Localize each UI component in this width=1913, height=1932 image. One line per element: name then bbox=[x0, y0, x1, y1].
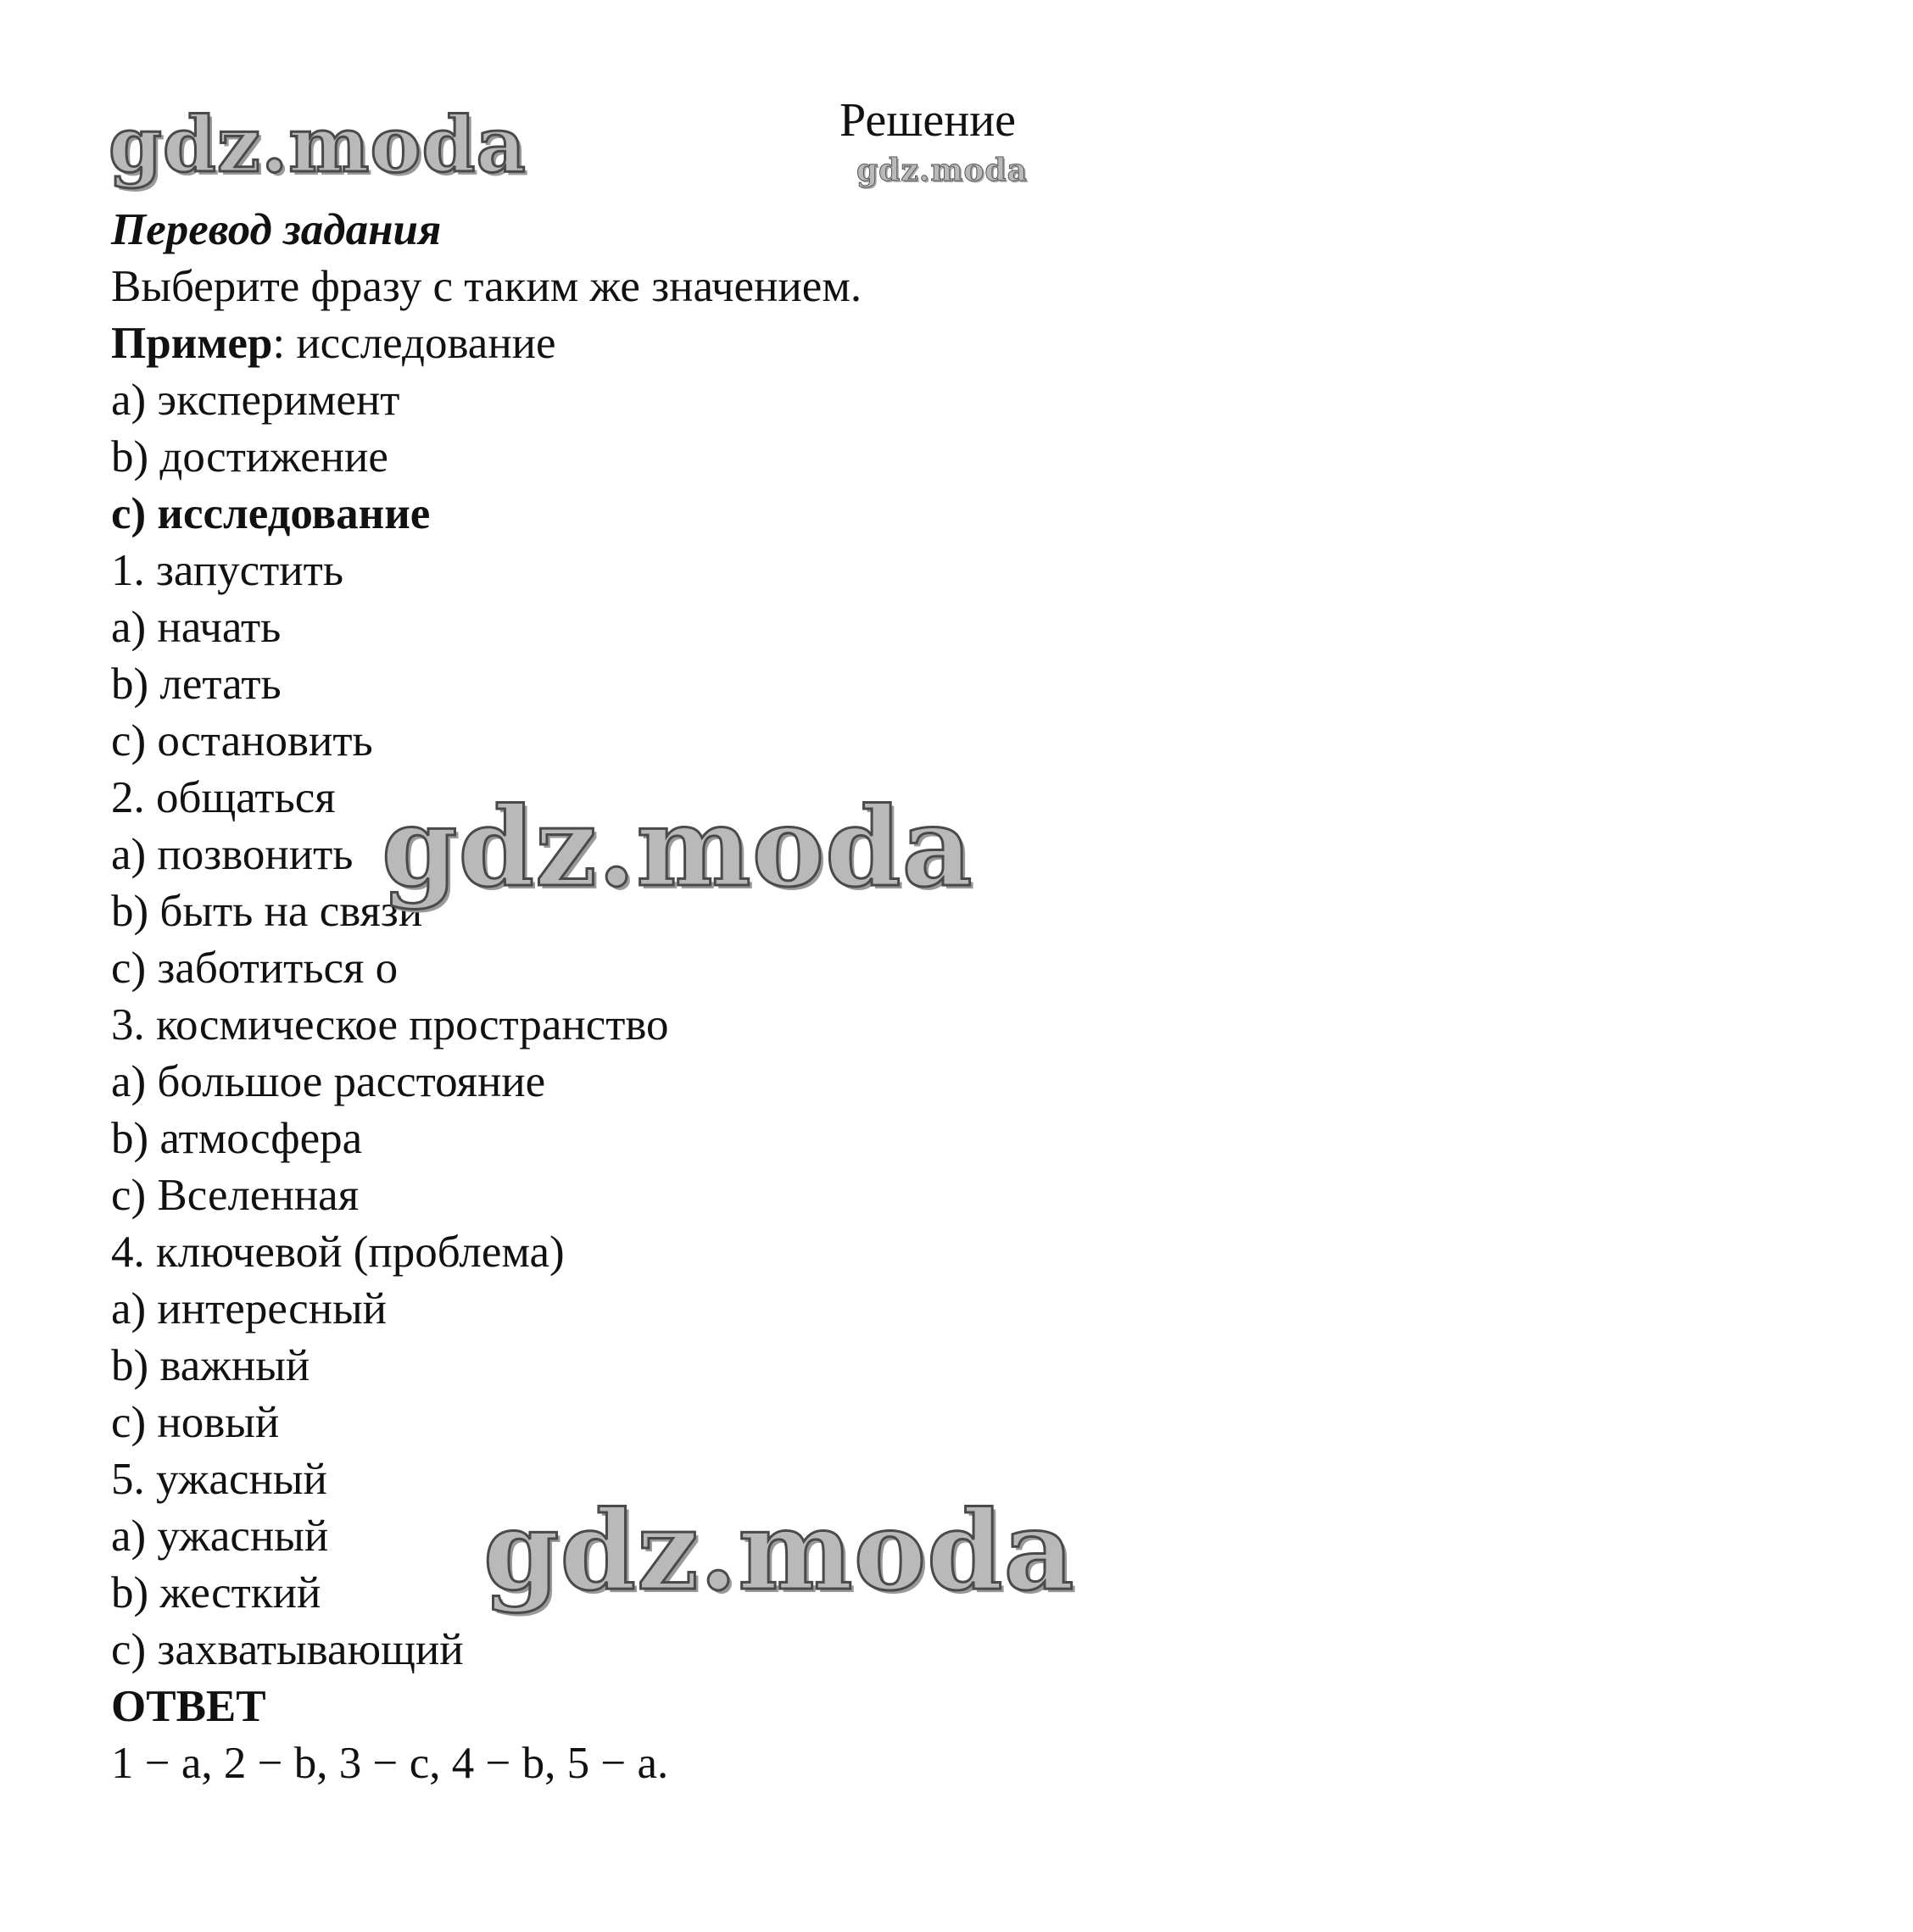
question-option: а) начать bbox=[111, 603, 282, 652]
question-option: b) жесткий bbox=[111, 1568, 321, 1617]
task-instruction: Выберите фразу с таким же значением. bbox=[111, 262, 862, 311]
answer-text: 1 − a, 2 − b, 3 − c, 4 − b, 5 − a. bbox=[111, 1739, 669, 1788]
task-heading: Перевод задания bbox=[111, 205, 442, 254]
question-option: а) позвонить bbox=[111, 830, 354, 879]
question-prompt: 2. общаться bbox=[111, 773, 336, 822]
question-prompt: 3. космическое пространство bbox=[111, 1000, 669, 1050]
question-option: с) новый bbox=[111, 1398, 280, 1447]
example-line bbox=[111, 315, 1383, 372]
question-prompt: 4. ключевой (проблема) bbox=[111, 1228, 565, 1277]
watermark-logo-bottom: gdz.moda bbox=[483, 1488, 1075, 1615]
question-prompt: 5. ужасный bbox=[111, 1455, 327, 1504]
watermark-logo-small: gdz.moda bbox=[856, 153, 1028, 188]
watermark-logo-top: gdz.moda bbox=[109, 100, 527, 190]
example-option-correct: с) исследование bbox=[111, 489, 431, 538]
question-option: с) остановить bbox=[111, 716, 373, 766]
question-option: b) атмосфера bbox=[111, 1114, 363, 1163]
question-option: b) быть на связи bbox=[111, 887, 423, 936]
example-word: : исследование bbox=[272, 319, 556, 368]
example-label: Пример bbox=[111, 319, 273, 368]
answer-heading: ОТВЕТ bbox=[111, 1682, 266, 1731]
question-option: а) интересный bbox=[111, 1284, 388, 1333]
question-option: с) захватывающий bbox=[111, 1625, 464, 1674]
watermark-logo-middle: gdz.moda bbox=[382, 784, 973, 911]
question-option: b) важный bbox=[111, 1341, 310, 1390]
question-option: b) летать bbox=[111, 660, 282, 709]
question-option: а) большое расстояние bbox=[111, 1057, 546, 1106]
question-option: с) заботиться о bbox=[111, 944, 399, 993]
question-prompt: 1. запустить bbox=[111, 546, 344, 595]
example-option: а) эксперимент bbox=[111, 376, 400, 425]
example-option: b) достижение bbox=[111, 432, 388, 482]
question-option: с) Вселенная bbox=[111, 1171, 360, 1220]
page-title: Решение bbox=[839, 94, 1017, 147]
question-option: а) ужасный bbox=[111, 1512, 329, 1561]
